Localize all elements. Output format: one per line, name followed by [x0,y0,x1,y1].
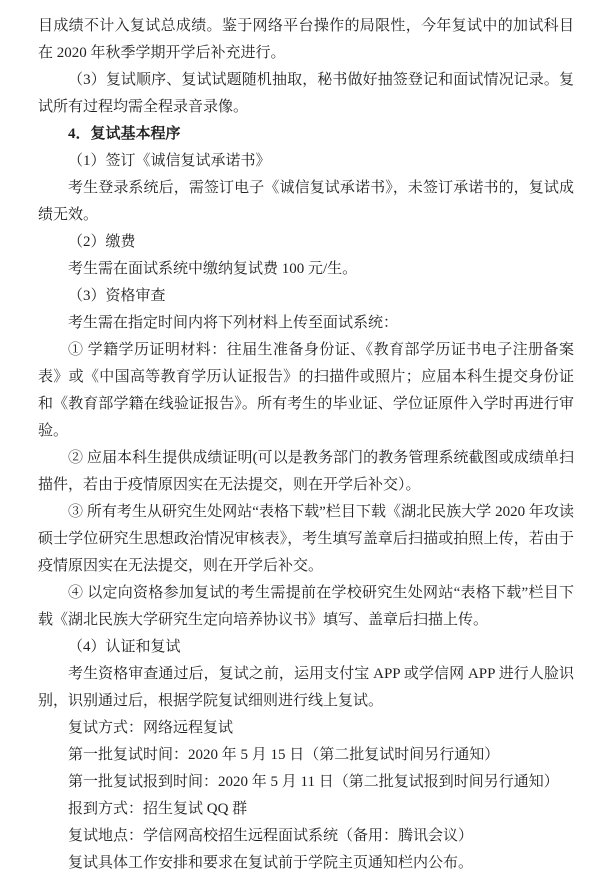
paragraph: 第一批复试时间：2020 年 5 月 15 日（第二批复试时间另行通知） [68,747,500,763]
paragraph: 考生登录系统后，需签订电子《诚信复试承诺书》，未签订承诺书的，复试成绩无效。 [38,180,574,223]
paragraph: （3）资格审查 [68,288,166,304]
section-heading: 4．复试基本程序 [68,126,181,142]
paragraph: 复试地点：学信网高校招生远程面试系统（备用：腾讯会议） [68,828,474,844]
paragraph: 考生需在面试系统中缴纳复试费 100 元/生。 [68,261,358,277]
paragraph: （4）认证和复试 [68,639,181,655]
numbered-item-2: ② 应届本科生提供成绩证明(可以是教务部门的教务管理系统截图或成绩单扫描件，若由于疫情原因实在无法提交，则在开学后补交）。 [38,450,574,493]
paragraph: 考生资格审查通过后，复试之前，运用支付宝 APP 或学信网 APP 进行人脸识别，识别通过后，根据学院复试细则进行线上复试。 [38,666,574,709]
numbered-item-4: ④ 以定向资格参加复试的考生需提前在学校研究生处网站“表格下载”栏目下载《湖北民族大学研究生定向培养协议书》填写、盖章后扫描上传。 [38,585,574,628]
paragraph: 复试具体工作安排和要求在复试前于学院主页通知栏内公布。 [68,855,474,869]
paragraph: （1）签订《诚信复试承诺书》 [68,153,271,169]
numbered-item-3: ③ 所有考生从研究生处网站“表格下载”栏目下载《湖北民族大学 2020 年攻读硕士学位研究生思想政治情况审核表》，考生填写盖章后扫描或拍照上传，若由于疫情原因实在无法提交，则在开学后补交。 [38,504,574,574]
paragraph: 复试方式：网络远程复试 [68,720,234,736]
paragraph: （2）缴费 [68,234,136,250]
paragraph: （3）复试顺序、复试试题随机抽取，秘书做好抽签登记和面试情况记录。复试所有过程均需全程录音录像。 [38,72,574,115]
paragraph-continuation: 目成绩不计入复试总成绩。鉴于网络平台操作的局限性，今年复试中的加试科目在 2020 年秋季学期开学后补充进行。 [38,18,574,61]
paragraph: 报到方式：招生复试 QQ 群 [68,801,248,817]
numbered-item-1: ① 学籍学历证明材料：往届生准备身份证、《教育部学历证书电子注册备案表》或《中国高等教育学历认证报告》的扫描件或照片；应届本科生提交身份证和《教育部学籍在线验证报告》。所有考生的毕业证、学位证原件入学时再进行审验。 [38,342,574,439]
paragraph: 第一批复试报到时间：2020 年 5 月 11 日（第二批复试报到时间另行通知） [68,774,559,790]
paragraph: 考生需在指定时间内将下列材料上传至面试系统： [68,315,399,331]
document-body [38,13,574,869]
